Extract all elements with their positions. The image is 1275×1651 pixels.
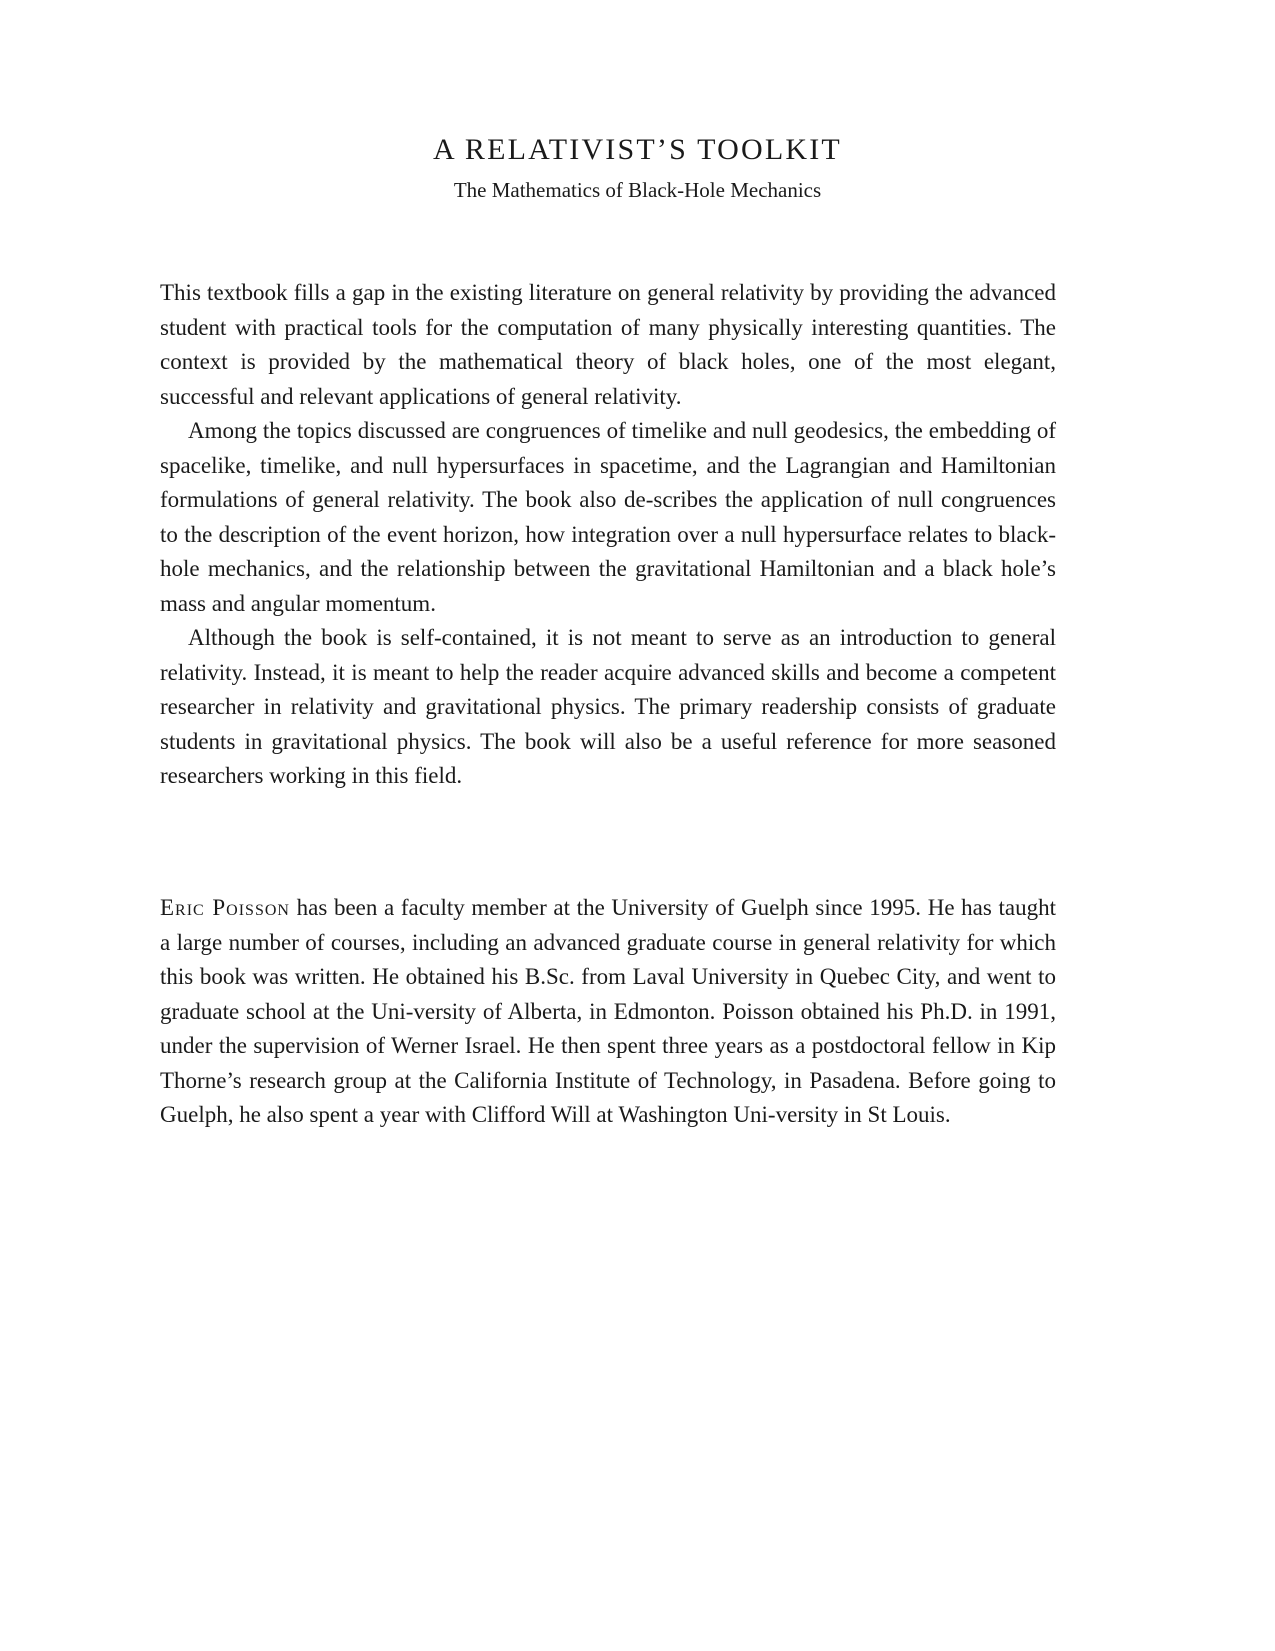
book-title: A RELATIVIST’S TOOLKIT [433, 133, 842, 166]
author-name: Eric Poisson [160, 895, 290, 920]
description-paragraph-1: This textbook fills a gap in the existing literature on general relativity by providing the advanced student with practical tools for the computation of many physically interesting quantities. The context is provided by the mathematical theory of black holes, one of the most elegant, successful and relevant applications of general relativity. [160, 280, 1056, 409]
author-bio-text: has been a faculty member at the University of Guelph since 1995. He has taught a large number of courses, including an advanced graduate course in general relativity for which this book was written. He obtained his B.Sc. from Laval University in Quebec City, and went to graduate school at the Uni-versity of Alberta, in Edmonton. Poisson obtained his Ph.D. in 1991, under the supervision of Werner Israel. He then spent three years as a postdoctoral fellow in Kip Thorne’s research group at the California Institute of Technology, in Pasadena. Before going to Guelph, he also spent a year with Clifford Will at Washington Uni-versity in St Louis. [160, 895, 1056, 1127]
description-paragraph-2: Among the topics discussed are congruences of timelike and null geodesics, the embedding of spacelike, timelike, and null hypersurfaces in spacetime, and the Lagrangian and Hamiltonian formulations of general relativity. The book also de-scribes the application of null congruences to the description of the event horizon, how integration over a null hypersurface relates to black-hole mechanics, and the relationship between the gravitational Hamiltonian and a black hole’s mass and angular momentum. [160, 418, 1056, 616]
author-bio-paragraph [160, 891, 1056, 1133]
description-paragraph-3: Although the book is self-contained, it is not meant to serve as an introduction to general relativity. Instead, it is meant to help the reader acquire advanced skills and become a competent researcher in relativity and gravitational physics. The primary readership consists of graduate students in gravitational physics. The book will also be a useful reference for more seasoned researchers working in this field. [160, 625, 1056, 788]
book-description [160, 276, 1056, 794]
author-biography [160, 891, 1056, 1133]
book-subtitle: The Mathematics of Black-Hole Mechanics [453, 178, 822, 202]
